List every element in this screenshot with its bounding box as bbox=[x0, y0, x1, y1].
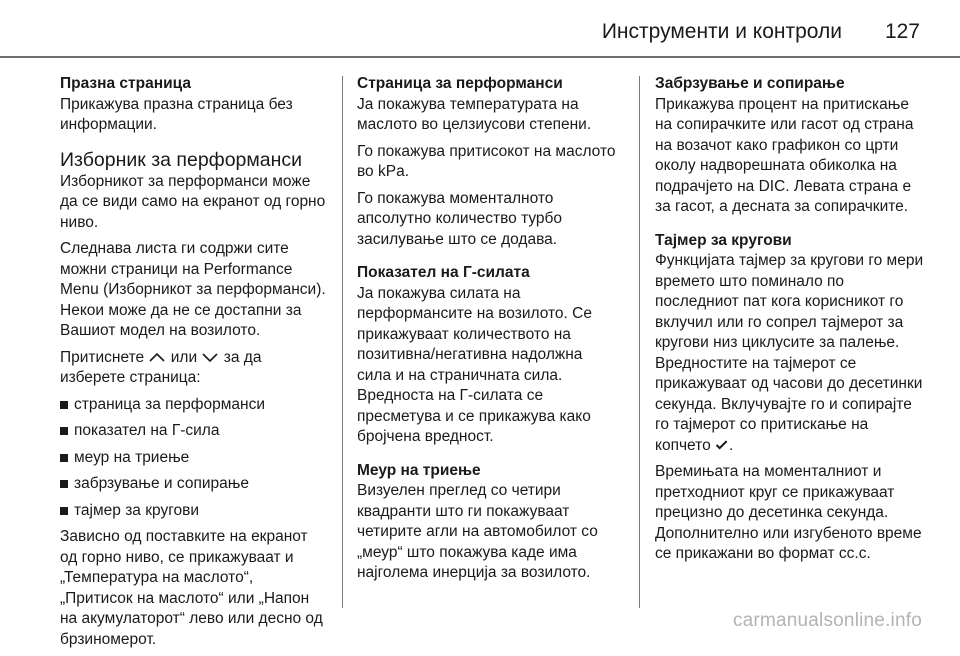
header-rule bbox=[0, 56, 960, 58]
lap-timer-text: Функцијата тајмер за кругови го мери времето што поминало по последниот пат кога корисникот го вклучил или го сопрел тајмерот за кругови низ циклусите за палење. Вредностите на тајмерот се прикажуваат од часови до десетинки секунда. Вклучувајте го и сопирајте го тајмерот со притискање на копчето bbox=[655, 252, 924, 454]
list-item-label: забрзување и сопирање bbox=[74, 475, 249, 492]
header-title: Инструменти и контроли bbox=[601, 20, 842, 43]
chevron-up-icon bbox=[148, 351, 166, 363]
list-item bbox=[60, 474, 328, 495]
list-item bbox=[60, 395, 328, 416]
list-item-label: меур на триење bbox=[74, 448, 190, 466]
column-2 bbox=[357, 74, 619, 590]
list-item bbox=[60, 448, 328, 469]
paragraph-press-instructions bbox=[60, 348, 328, 389]
select-page-text: за да изберете страница: bbox=[60, 348, 262, 386]
chevron-down-icon bbox=[201, 351, 219, 363]
press-text: Притиснете bbox=[60, 348, 145, 366]
paragraph-turbo-boost: Го покажува моменталното апсолутно количество турбо засилување што се додава. bbox=[357, 189, 563, 248]
paragraph-menu-intro: Изборникот за перформанси може да се види само на екранот од горно ниво. bbox=[60, 172, 326, 231]
lap-timer-period: . bbox=[729, 436, 734, 454]
heading-blank-page: Празна страница bbox=[60, 75, 191, 92]
paragraph-menu-list-intro: Следнава листа ги содржи сите можни страници на Performance Menu (Изборникот за перформанси). Некои може да не се достапни за Вашиот модел на возилото. bbox=[60, 240, 326, 339]
square-bullet-icon bbox=[60, 427, 68, 435]
column-3 bbox=[655, 74, 927, 571]
heading-acceleration-braking: Забрзување и сопирање bbox=[655, 75, 845, 92]
heading-performance-menu: Изборник за перформанси bbox=[60, 148, 303, 171]
paragraph-lap-timer bbox=[655, 251, 927, 456]
page-number: 127 bbox=[884, 20, 920, 43]
column-divider bbox=[342, 76, 343, 608]
column-1 bbox=[60, 74, 328, 656]
paragraph-blank-page: Прикажува празна страница без информации. bbox=[60, 95, 293, 133]
column-divider bbox=[639, 76, 640, 608]
list-item bbox=[60, 421, 328, 442]
heading-performance-page: Страница за перформанси bbox=[357, 75, 563, 92]
paragraph-acceleration-braking: Прикажува процент на притискање на сопирачките или гасот од страна на возачот како графикон со црти околу надворешната обиколка на подрачјето на DIC. Левата страна е за гасот, а десната за сопирачките. bbox=[655, 95, 914, 215]
running-header bbox=[0, 16, 960, 48]
paragraph-display-settings: Зависно од поставките на екранот од горно ниво, се прикажуваат и „Температура на маслото“, „Притисок на маслото“ или „Напон на акумулаторот“ лево или десно од брзиномерот. bbox=[60, 528, 323, 648]
square-bullet-icon bbox=[60, 507, 68, 515]
list-item-label: показател на Г-сила bbox=[74, 422, 220, 439]
heading-lap-timer: Тајмер за кругови bbox=[655, 231, 792, 249]
page-list bbox=[60, 395, 328, 522]
paragraph-oil-temperature: Ја покажува температурата на маслото во целзиусови степени. bbox=[357, 95, 592, 133]
paragraph-g-force: Ја покажува силата на перформансите на возилото. Се прикажуваат количеството на позитивна/негативна надолжна сила и на страничната сила. Вредноста на Г-силата се пресметува и се прикажува како бројчена вредност. bbox=[357, 284, 592, 445]
square-bullet-icon bbox=[60, 454, 68, 462]
paragraph-lap-times: Времињата на моменталниот и претходниот круг се прикажуваат прецизно до десетинка секунда. Дополнително или изгубеното време се прикажани во формат сс.с. bbox=[655, 463, 922, 562]
checkmark-icon bbox=[715, 439, 729, 451]
list-item bbox=[60, 501, 328, 522]
square-bullet-icon bbox=[60, 480, 68, 488]
square-bullet-icon bbox=[60, 401, 68, 409]
or-text: или bbox=[170, 348, 198, 366]
list-item-label: тајмер за кругови bbox=[74, 501, 200, 519]
heading-friction-bubble: Меур на триење bbox=[357, 461, 481, 479]
heading-g-force: Показател на Г-силата bbox=[357, 264, 530, 281]
paragraph-oil-pressure: Го покажува притисокот на маслото во kPa. bbox=[357, 142, 616, 180]
paragraph-friction-bubble: Визуелен преглед со четири квадранти што ги покажуваат четирите агли на автомобилот со „меур“ што покажува каде има најголема инерција за возилото. bbox=[357, 482, 598, 581]
list-item-label: страница за перформанси bbox=[74, 395, 266, 413]
watermark: carmanualsonline.info bbox=[732, 610, 922, 631]
